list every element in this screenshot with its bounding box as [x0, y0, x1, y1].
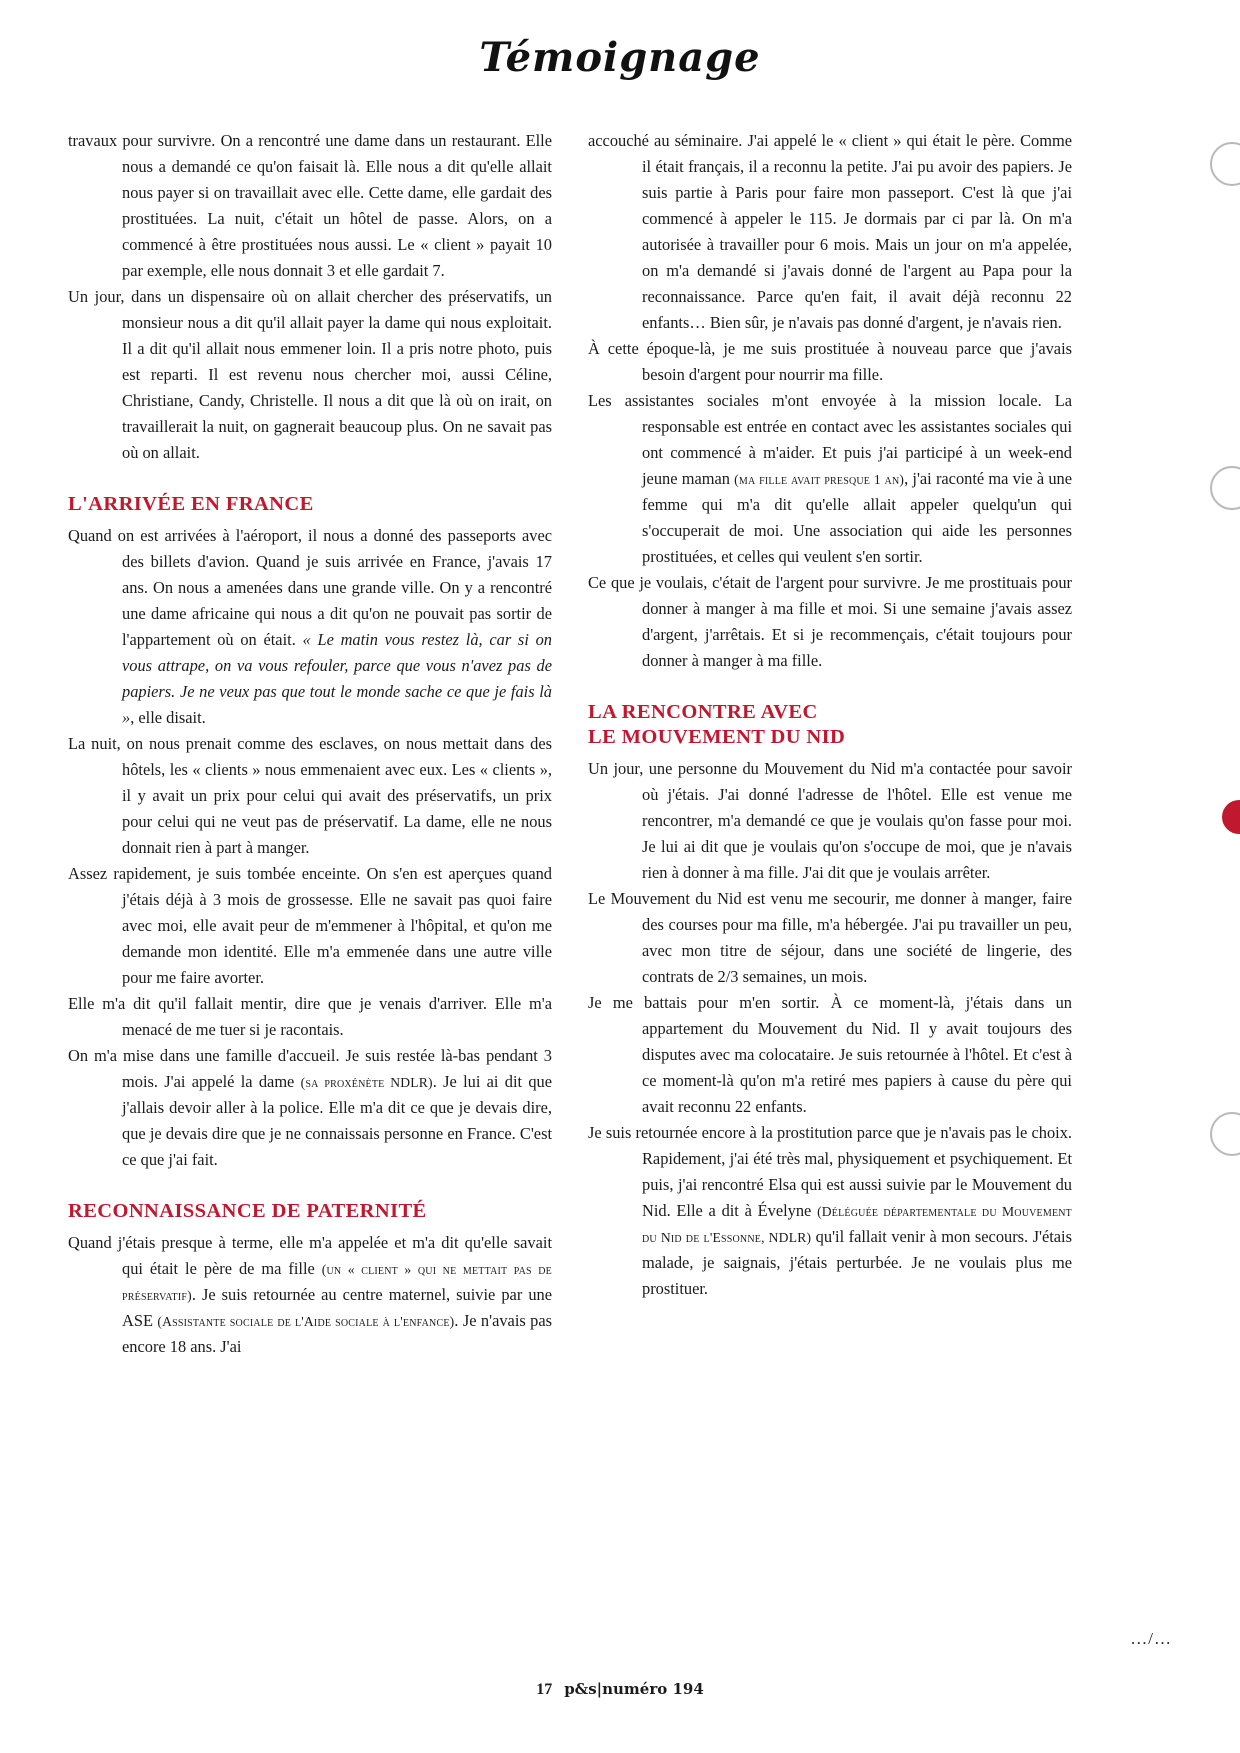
editorial-note: (un « client » qui ne mettait pas de préservatif): [122, 1262, 552, 1303]
binding-ring-icon: [1210, 142, 1240, 186]
body-paragraph: À cette époque-là, je me suis prostituée à nouveau parce que j'avais besoin d'argent pour nourrir ma fille.: [588, 339, 1072, 384]
body-paragraph: La nuit, on nous prenait comme des esclaves, on nous mettait dans des hôtels, les « clients » nous emmenaient avec eux. Les « clients », il y avait un prix pour celui qui avait des préservatifs, un prix pour celui qui ne veut pas de préservatif. La dame, elle ne nous donnait rien à part à manger.: [68, 734, 552, 857]
editorial-note: (ma fille avait presque 1 an): [734, 472, 905, 487]
body-paragraph: Elle m'a dit qu'il fallait mentir, dire que je venais d'arriver. Elle m'a menacé de me tuer si je racontais.: [68, 994, 552, 1039]
article-columns: [68, 128, 1172, 1360]
body-paragraph: [588, 1120, 1072, 1302]
body-paragraph: Le Mouvement du Nid est venu me secourir, me donner à manger, faire des courses pour ma fille, m'a hébergée. J'ai pu travailler un peu, avec mon titre de séjour, dans une société de lingerie, des contrats de 2/3 semaines, un mois.: [588, 889, 1072, 986]
text-run: On m'a mise dans une famille d'accueil. Je suis restée là-bas pendant 3 mois. J'ai appelé la dame: [68, 1046, 552, 1091]
masthead: [0, 34, 1240, 81]
body-paragraph: Un jour, une personne du Mouvement du Nid m'a contactée pour savoir où j'étais. J'ai donné l'adresse de l'hôtel. Elle est venue me rencontrer, m'a demandé ce que je voulais qu'on fasse pour moi. Je lui ai dit que je voulais qu'on s'occupe de moi, que je n'avais rien à donner à ma fille. J'ai dit que je voulais arrêter.: [588, 759, 1072, 882]
text-run: , j'ai raconté ma vie à une femme qui m'a dit qu'elle allait appeler quelqu'un qui s'occuperait de moi. Une association qui aide les personnes prostituées, et celles qui veulent s'en sortir.: [642, 469, 1072, 566]
text-run: Je suis retournée encore à la prostitution parce que je n'avais pas le choix. Rapidement, j'ai été très mal, physiquement et psychiquement. Et puis, j'ai rencontré Elsa qui est aussi suivie par le Mouvement du Nid. Elle a dit à Évelyne: [588, 1123, 1072, 1220]
text-run: Les assistantes sociales m'ont envoyée à la mission locale. La responsable est entrée en contact avec les assistantes sociales qui ont commencé à m'aider. Et puis j'ai participé à un week-end jeune maman: [588, 391, 1072, 488]
continuation-mark: …/…: [1130, 1629, 1172, 1648]
page-title: Témoignage: [479, 34, 761, 81]
text-run: . Je suis retournée au centre maternel, suivie par une ASE: [122, 1285, 552, 1330]
body-paragraph: Je me battais pour m'en sortir. À ce moment-là, j'étais dans un appartement du Mouvement du Nid. Il y avait toujours des disputes avec ma colocataire. Je suis retournée à l'hôtel. Et c'est à ce moment-là qu'on m'a retiré mes papiers à cause du père qui avait reconnu 22 enfants.: [588, 993, 1072, 1116]
page-footer: [0, 1680, 1240, 1699]
text-run: qu'il fallait venir à mon secours. J'étais malade, je saignais, j'étais perturbée. Je ne voulais plus me prostituer.: [642, 1227, 1072, 1298]
right-column: [588, 128, 1072, 1360]
text-run: . Je lui ai dit que j'allais devoir aller à la police. Elle m'a dit ce que je devais dire, que je devais dire que je ne connaissais personne en France. C'est ce que j'ai fait.: [122, 1072, 553, 1169]
imprint-label: p&s|numéro 194: [564, 1680, 704, 1698]
left-column: [68, 128, 552, 1360]
editorial-note: (sa proxénète NDLR): [300, 1075, 433, 1090]
editorial-note: (Déléguée départementale du Mouvement du Nid de l'Essonne, NDLR): [642, 1204, 1072, 1245]
body-paragraph: travaux pour survivre. On a rencontré une dame dans un restaurant. Elle nous a demandé ce qu'on faisait là. Elle nous a dit qu'elle allait nous payer si on travaillait avec elle. Cette dame, elle gardait des prostituées. La nuit, c'était un hôtel de passe. Alors, on a commencé à être prostituées nous aussi. Le « client » payait 10 par exemple, elle nous donnait 3 et elle gardait 7.: [68, 131, 552, 280]
text-run: . Je n'avais pas encore 18 ans. J'ai: [122, 1311, 553, 1356]
body-paragraph: accouché au séminaire. J'ai appelé le « client » qui était le père. Comme il était français, il a reconnu la petite. J'ai pu avoir des papiers. Je suis partie à Paris pour faire mon passeport. C'est là que j'ai commencé à appeler le 115. Je dormais par ci par là. On m'a autorisée à travailler pour 6 mois. Mais un jour on m'a appelée, on m'a demandé si j'avais donné de l'argent au Papa pour la reconnaissance. Parce qu'en fait, il avait déjà reconnu 22 enfants… Bien sûr, je n'avais pas donné d'argent, je n'avais rien.: [588, 131, 1072, 332]
page-number: 17: [536, 1681, 553, 1698]
section-heading-arrivee: L'ARRIVÉE EN FRANCE: [68, 493, 314, 515]
body-paragraph: [68, 523, 552, 731]
body-paragraph: [68, 1043, 552, 1173]
editorial-note: (Assistante sociale de l'Aide sociale à l'enfance): [157, 1314, 455, 1329]
quoted-speech: « Le matin vous restez là, car si on vous attrape, on va vous refouler, parce que vous n'avez pas de papiers. Je ne veux pas que tout le monde sache ce que je fais là »: [122, 630, 552, 727]
text-run: Quand j'étais presque à terme, elle m'a appelée et m'a dit qu'elle savait qui était le père de ma fille: [68, 1233, 552, 1278]
text-run: , elle disait.: [130, 708, 206, 727]
section-heading-reconnaissance: RECONNAISSANCE DE PATERNITÉ: [68, 1200, 427, 1222]
binding-ring-icon: [1210, 466, 1240, 510]
body-paragraph: Ce que je voulais, c'était de l'argent pour survivre. Je me prostituais pour donner à manger à ma fille et moi. Si une semaine j'avais assez d'argent, j'arrêtais. Et si je recommençais, c'était toujours pour donner à manger à ma fille.: [588, 573, 1072, 670]
body-paragraph: Assez rapidement, je suis tombée enceinte. On s'en est aperçues quand j'étais déjà à 3 mois de grossesse. Elle ne savait pas quoi faire avec moi, elle avait peur de m'emmener à l'hôpital, et qu'on me demande mon identité. Elle m'a emmenée dans une autre ville pour me faire avorter.: [68, 864, 552, 987]
binding-ring-icon: [1210, 1112, 1240, 1156]
section-heading-rencontre: LA RENCONTRE AVEC LE MOUVEMENT DU NID: [588, 701, 846, 748]
section-heading-rencontre-line2: LE MOUVEMENT DU NID: [588, 726, 846, 748]
binding-ring-accent-icon: [1222, 800, 1240, 834]
text-run: Quand on est arrivées à l'aéroport, il nous a donné des passeports avec des billets d'avion. Quand je suis arrivée en France, j'avais 17 ans. On nous a amenées dans une grande ville. On y a rencontré une dame africaine qui nous a dit qu'on ne pouvait pas sortir de l'appartement où on était.: [68, 526, 552, 649]
body-paragraph: [68, 1230, 552, 1360]
body-paragraph: Un jour, dans un dispensaire où on allait chercher des préservatifs, un monsieur nous a dit qu'il allait payer la dame qui nous exploitait. Il a dit qu'il allait nous emmener loin. Il a pris notre photo, puis est reparti. Il est revenu nous chercher moi, aussi Céline, Christiane, Candy, Christelle. Il nous a dit que là où on irait, on travaillerait la nuit, on gagnerait beaucoup plus. On ne savait pas où on allait.: [68, 287, 552, 462]
body-paragraph: [588, 388, 1072, 570]
